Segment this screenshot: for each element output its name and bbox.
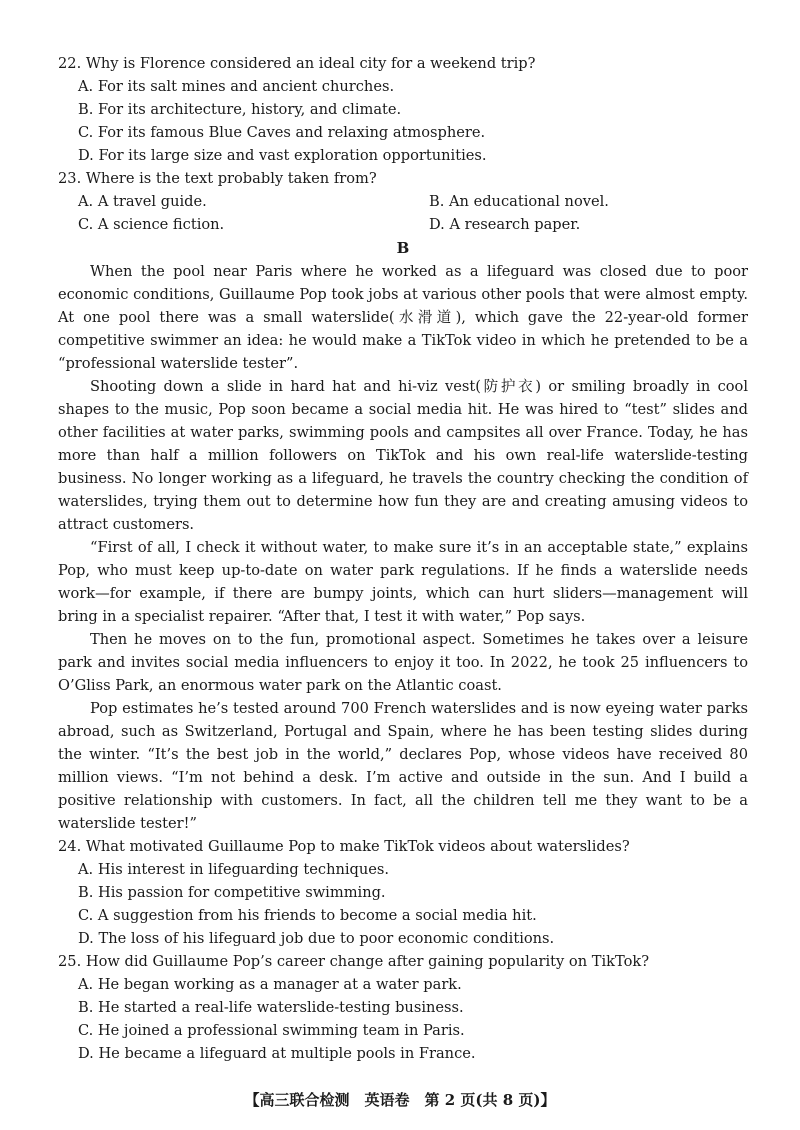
- passage-paragraph: “First of all, I check it without water, to make sure it’s in an acceptable state,” explains Pop, who must keep up-to-date on water park regulations. If he finds a waterslide needs work—for example, if there are bumpy joints, which can hurt sliders—management will bring in a specialist repairer. “After that, I test it with water,” Pop says.: [58, 539, 748, 625]
- question-stem: 23. Where is the text probably taken from?: [58, 170, 377, 187]
- options-row: [58, 190, 748, 213]
- passage: [58, 260, 748, 835]
- question-stem: 22. Why is Florence considered an ideal city for a weekend trip?: [58, 55, 536, 72]
- option-d: D. He became a lifeguard at multiple pools in France.: [78, 1045, 476, 1062]
- option-b: B. He started a real-life waterslide-testing business.: [78, 999, 464, 1016]
- options-row: [58, 213, 748, 236]
- option-b: B. An educational novel.: [429, 193, 609, 210]
- question-24: [58, 835, 748, 950]
- option-a: A. His interest in lifeguarding techniques.: [78, 861, 390, 878]
- passage-paragraph: Then he moves on to the fun, promotional aspect. Sometimes he takes over a leisure park and invites social media influencers to enjoy it too. In 2022, he took 25 influencers to O’Gliss Park, an enormous water park on the Atlantic coast.: [58, 631, 748, 694]
- option-b: B. His passion for competitive swimming.: [78, 884, 386, 901]
- question-25: [58, 950, 748, 1065]
- question-stem: 24. What motivated Guillaume Pop to make TikTok videos about waterslides?: [58, 838, 630, 855]
- question-stem: 25. How did Guillaume Pop’s career change after gaining popularity on TikTok?: [58, 953, 650, 970]
- option-a: A. A travel guide.: [78, 193, 207, 210]
- option-b: B. For its architecture, history, and climate.: [78, 101, 402, 118]
- page-footer: 【高三联合检测 英语卷 第 2 页(共 8 页)】: [244, 1091, 556, 1109]
- passage-paragraph: When the pool near Paris where he worked as a lifeguard was closed due to poor economic conditions, Guillaume Pop took jobs at various other pools that were almost empty. At one pool there was a small waterslide(水滑道), which gave the 22-year-old former competitive swimmer an idea: he would make a TikTok video in which he pretended to be a “professional waterslide tester”.: [58, 263, 748, 372]
- option-d: D. For its large size and vast exploration opportunities.: [78, 147, 487, 164]
- passage-paragraph: Pop estimates he’s tested around 700 French waterslides and is now eyeing water parks abroad, such as Switzerland, Portugal and Spain, where he has been testing slides during the winter. “It’s the best job in the world,” declares Pop, whose videos have received 80 million views. “I’m not behind a desk. I’m active and outside in the sun. And I build a positive relationship with customers. In fact, all the children tell me they want to be a waterslide tester!”: [58, 700, 748, 832]
- question-22: [58, 52, 748, 167]
- exam-page: [58, 52, 748, 1065]
- option-c: C. He joined a professional swimming team in Paris.: [78, 1022, 465, 1039]
- option-a: A. He began working as a manager at a water park.: [78, 976, 462, 993]
- question-23: [58, 167, 748, 236]
- option-d: D. The loss of his lifeguard job due to poor economic conditions.: [78, 930, 555, 947]
- section-heading: B: [396, 239, 410, 257]
- option-c: C. A science fiction.: [78, 216, 225, 233]
- passage-paragraph: Shooting down a slide in hard hat and hi-viz vest(防护衣) or smiling broadly in cool shapes to the music, Pop soon became a social media hit. He was hired to “test” slides and other facilities at water parks, swimming pools and campsites all over France. Today, he has more than half a million followers on TikTok and his own real-life waterslide-testing business. No longer working as a lifeguard, he travels the country checking the condition of waterslides, trying them out to determine how fun they are and creating amusing videos to attract customers.: [58, 378, 748, 533]
- option-d: D. A research paper.: [429, 216, 581, 233]
- option-c: C. For its famous Blue Caves and relaxing atmosphere.: [78, 124, 486, 141]
- option-a: A. For its salt mines and ancient churches.: [78, 78, 395, 95]
- option-c: C. A suggestion from his friends to become a social media hit.: [78, 907, 537, 924]
